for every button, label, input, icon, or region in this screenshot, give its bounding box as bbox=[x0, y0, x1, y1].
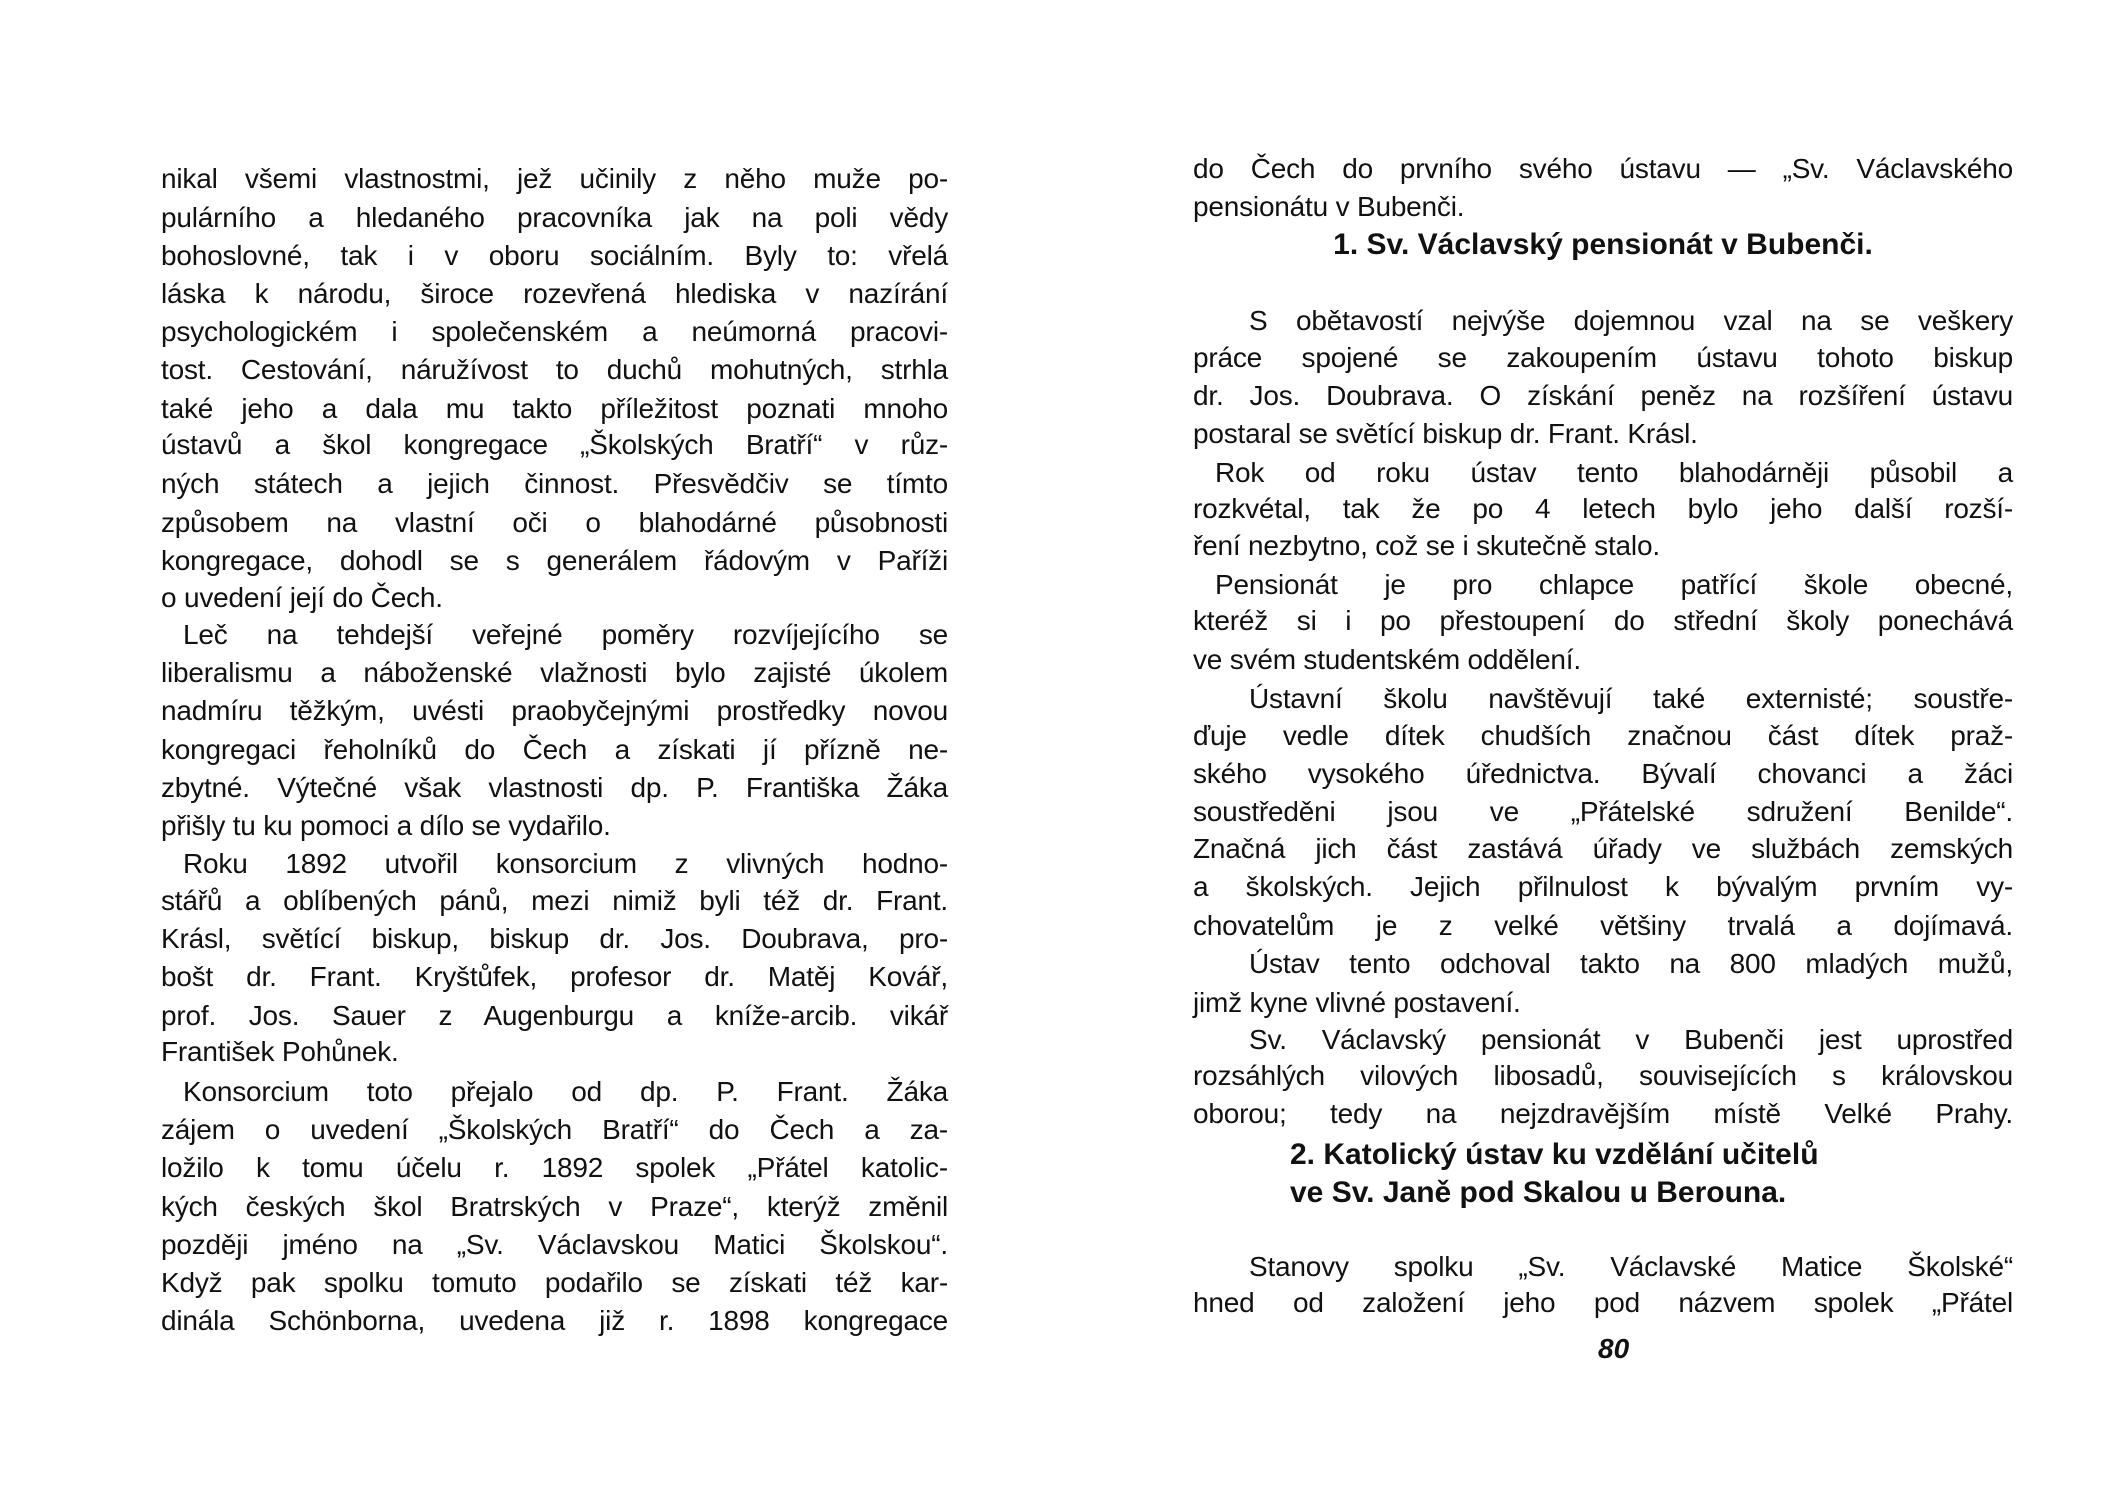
text-line: o uvedení její do Čech. bbox=[161, 582, 443, 613]
text-line: Ústavní školu navštěvují také externisté; soustře- bbox=[1249, 683, 2013, 714]
text-line: přišly tu ku pomoci a dílo se vydařilo. bbox=[161, 810, 611, 841]
text-line: ďuje vedle dítek chudších značnou část dítek praž- bbox=[1193, 720, 2013, 751]
text-line: pensionátu v Bubenči. bbox=[1193, 191, 1465, 222]
text-line: dr. Jos. Doubrava. O získání peněz na rozšíření ústavu bbox=[1193, 380, 2013, 411]
text-line: později jméno na „Sv. Václavskou Matici Školskou“. bbox=[161, 1229, 948, 1260]
text-line: bohoslovné, tak i v oboru sociálním. Byly to: vřelá bbox=[161, 240, 948, 271]
text-line: jimž kyne vlivné postavení. bbox=[1193, 987, 1521, 1018]
text-line: Ústav tento odchoval takto na 800 mladých mužů, bbox=[1249, 948, 2013, 979]
page-number: 80 bbox=[1598, 1333, 1630, 1364]
text-line: chovatelům je z velké většiny trvalá a dojímavá. bbox=[1193, 910, 2013, 941]
text-line: Roku 1892 utvořil konsorcium z vlivných hodno- bbox=[183, 848, 948, 879]
text-line: také jeho a dala mu takto příležitost poznati mnoho bbox=[161, 393, 948, 424]
text-line: Rok od roku ústav tento blahodárněji působil a bbox=[1215, 457, 2013, 488]
text-line: kteréž si i po přestoupení do střední školy ponechává bbox=[1193, 605, 2013, 636]
text-line: ského vysokého úřednictva. Bývalí chovanci a žáci bbox=[1193, 758, 2013, 789]
right-page bbox=[1064, 0, 2128, 1500]
text-line: pulárního a hledaného pracovníka jak na poli vědy bbox=[161, 202, 948, 233]
text-line: Pensionát je pro chlapce patřící škole obecné, bbox=[1215, 569, 2013, 600]
section-heading-2-line-2: ve Sv. Janě pod Skalou u Berouna. bbox=[1290, 1176, 1787, 1209]
text-line: Konsorcium toto přejalo od dp. P. Frant. Žáka bbox=[183, 1076, 948, 1107]
text-line: Značná jich část zastává úřady ve službách zemských bbox=[1193, 833, 2013, 864]
text-line: tost. Cestování, náružívost to duchů mohutných, strhla bbox=[161, 354, 948, 385]
text-line: dinála Schönborna, uvedena již r. 1898 kongregace bbox=[161, 1305, 948, 1336]
text-line: ných státech a jejich činnost. Přesvědčiv se tímto bbox=[161, 468, 948, 499]
text-line: hned od založení jeho pod názvem spolek „Přátel bbox=[1193, 1287, 2013, 1318]
text-line: kých českých škol Bratrských v Praze“, kterýž změnil bbox=[161, 1191, 948, 1222]
section-heading-2-line-1: 2. Katolický ústav ku vzdělání učitelů bbox=[1290, 1138, 1819, 1171]
text-line: nikal všemi vlastnostmi, jež učinily z něho muže po- bbox=[161, 163, 948, 194]
text-line: ření nezbytno, což se i skutečně stalo. bbox=[1193, 530, 1660, 561]
text-line: kongregaci řeholníků do Čech a získati jí přízně ne- bbox=[161, 734, 948, 765]
text-line: stářů a oblíbených pánů, mezi nimiž byli též dr. Frant. bbox=[161, 885, 948, 916]
text-line: prof. Jos. Sauer z Augenburgu a kníže-arcib. vikář bbox=[161, 1000, 948, 1031]
text-line: ložilo k tomu účelu r. 1892 spolek „Přátel katolic- bbox=[161, 1152, 948, 1183]
text-line: Sv. Václavský pensionát v Bubenči jest uprostřed bbox=[1249, 1024, 2013, 1055]
text-line: postaral se světící biskup dr. Frant. Krásl. bbox=[1193, 418, 1698, 449]
text-line: Když pak spolku tomuto podařilo se získati též kar- bbox=[161, 1267, 948, 1298]
text-line: ve svém studentském oddělení. bbox=[1193, 644, 1581, 675]
text-line: Stanovy spolku „Sv. Václavské Matice Školské“ bbox=[1249, 1251, 2013, 1282]
text-line: Krásl, světící biskup, biskup dr. Jos. Doubrava, pro- bbox=[161, 923, 948, 954]
text-line: kongregace, dohodl se s generálem řádovým v Paříži bbox=[161, 545, 948, 576]
text-line: psychologickém i společenském a neúmorná pracovi- bbox=[161, 316, 948, 347]
text-line: do Čech do prvního svého ústavu — „Sv. Václavského bbox=[1193, 153, 2013, 184]
text-line: liberalismu a náboženské vlažnosti bylo zajisté úkolem bbox=[161, 657, 948, 688]
text-line: rozkvétal, tak že po 4 letech bylo jeho další rozší- bbox=[1193, 493, 2013, 524]
text-line: rozsáhlých vilových libosadů, souvisejících s královskou bbox=[1193, 1060, 2013, 1091]
text-line: oborou; tedy na nejzdravějším místě Velké Prahy. bbox=[1193, 1098, 2013, 1129]
text-line: nadmíru těžkým, uvésti praobyčejnými prostředky novou bbox=[161, 695, 948, 726]
text-line: František Pohůnek. bbox=[161, 1036, 399, 1067]
text-line: S obětavostí nejvýše dojemnou vzal na se veškery bbox=[1249, 305, 2013, 336]
text-line: práce spojené se zakoupením ústavu tohoto biskup bbox=[1193, 342, 2013, 373]
text-line: způsobem na vlastní oči o blahodárné působnosti bbox=[161, 507, 948, 538]
text-line: a školských. Jejich přilnulost k bývalým prvním vy- bbox=[1193, 871, 2013, 902]
text-line: zbytné. Výtečné však vlastnosti dp. P. Františka Žáka bbox=[161, 772, 948, 803]
text-line: láska k národu, široce rozevřená hlediska v nazírání bbox=[161, 278, 948, 309]
text-line: ústavů a škol kongregace „Školských Bratří“ v růz- bbox=[161, 429, 948, 460]
text-line: bošt dr. Frant. Kryštůfek, profesor dr. Matěj Kovář, bbox=[161, 961, 948, 992]
section-heading-1: 1. Sv. Václavský pensionát v Bubenči. bbox=[1333, 228, 1873, 261]
text-line: zájem o uvedení „Školských Bratří“ do Čech a za- bbox=[161, 1114, 948, 1145]
text-line: soustředěni jsou ve „Přátelské sdružení Benilde“. bbox=[1193, 796, 2013, 827]
text-line: Leč na tehdejší veřejné poměry rozvíjejícího se bbox=[183, 619, 948, 650]
